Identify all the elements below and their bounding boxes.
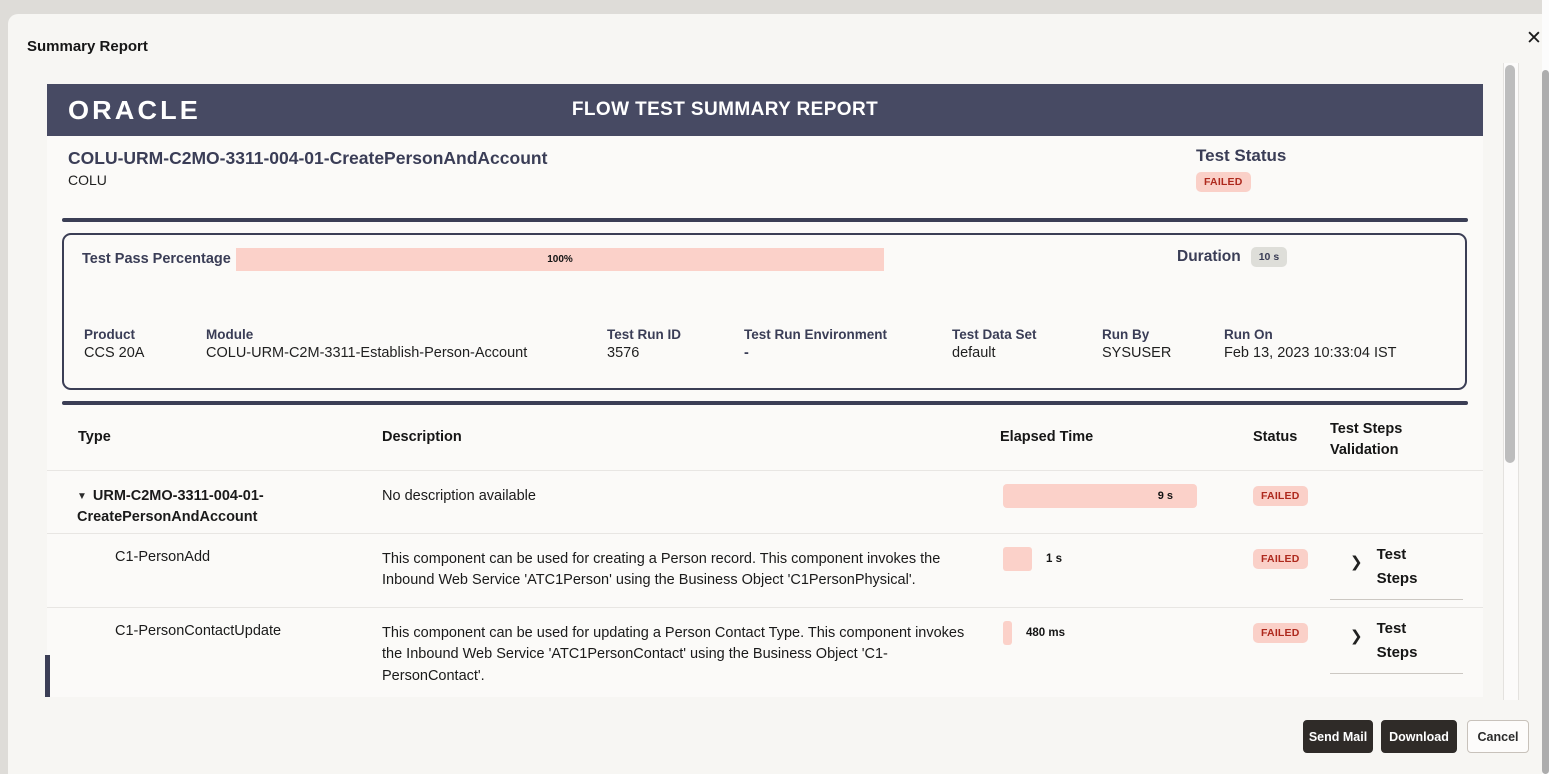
elapsed-time-value: 1 s: [1046, 553, 1062, 565]
row-type: C1-PersonAdd: [115, 549, 211, 565]
row-status: [1253, 623, 1308, 643]
meta-label: Test Data Set: [952, 327, 1037, 342]
elapsed-time-value: 9 s: [1157, 490, 1173, 502]
pass-percentage-value: 100%: [547, 254, 573, 265]
status-badge: FAILED: [1253, 549, 1308, 569]
modal-scrollbar[interactable]: [1503, 63, 1519, 700]
meta-label: Run By: [1102, 327, 1150, 342]
meta-run-by: [1102, 327, 1171, 361]
meta-value: -: [744, 345, 749, 361]
elapsed-time-bar: [1003, 484, 1197, 508]
oracle-logo: ORACLE: [68, 95, 201, 125]
test-status-block: [1196, 146, 1286, 192]
collapse-arrow-icon[interactable]: ▼: [77, 491, 87, 502]
close-icon[interactable]: ✕: [1526, 27, 1542, 49]
test-steps-link[interactable]: [1330, 617, 1463, 674]
table-row: [47, 533, 1483, 607]
row-status: [1253, 486, 1308, 506]
test-group: COLU: [68, 172, 107, 188]
elapsed-time-bar: [1003, 547, 1032, 571]
meta-value: CCS 20A: [84, 345, 145, 361]
meta-label: Run On: [1224, 327, 1273, 342]
table-header-row: [47, 405, 1483, 470]
test-status-label: Test Status: [1196, 146, 1287, 165]
meta-value: Feb 13, 2023 10:33:04 IST: [1224, 345, 1397, 361]
duration-badge: 10 s: [1251, 247, 1287, 267]
column-header-description: Description: [382, 429, 462, 445]
duration-block: [1177, 247, 1287, 267]
modal-title: Summary Report: [27, 38, 148, 55]
column-header-elapsed-time: Elapsed Time: [1000, 429, 1094, 445]
send-mail-button[interactable]: Send Mail: [1303, 720, 1373, 753]
table-row: [47, 607, 1483, 697]
status-badge: FAILED: [1253, 486, 1308, 506]
column-header-test-steps-validation: Test Steps Validation: [1330, 421, 1403, 459]
status-badge: FAILED: [1196, 172, 1251, 192]
meta-product: [84, 327, 144, 361]
scrollbar-thumb[interactable]: [1542, 70, 1549, 774]
meta-test-data-set: [952, 327, 1037, 361]
row-elapsed-time: [1003, 547, 1253, 571]
meta-value: 3576: [607, 345, 640, 361]
pass-percentage-label: Test Pass Percentage: [82, 251, 231, 267]
meta-test-run-environment: [744, 327, 887, 361]
meta-module: [206, 327, 527, 361]
test-name: COLU-URM-C2MO-3311-004-01-CreatePersonAndAccount: [68, 148, 548, 168]
meta-label: Product: [84, 327, 136, 342]
cancel-button[interactable]: Cancel: [1467, 720, 1529, 753]
table-row: [47, 470, 1483, 533]
elapsed-time-bar: [1003, 621, 1012, 645]
row-type-label: URM-C2MO-3311-004-01-CreatePersonAndAccount: [77, 488, 264, 525]
status-badge: FAILED: [1253, 623, 1308, 643]
meta-value: SYSUSER: [1102, 345, 1172, 361]
page-scrollbar[interactable]: [1542, 0, 1549, 774]
summary-box: [62, 233, 1467, 390]
test-steps-link[interactable]: [1330, 543, 1463, 600]
chevron-right-icon[interactable]: ❯: [1350, 628, 1363, 645]
test-steps-label[interactable]: Test Steps: [1376, 620, 1418, 661]
clipped-content-fragment: [45, 655, 50, 697]
report-title: FLOW TEST SUMMARY REPORT: [571, 99, 879, 120]
elapsed-time-value: 480 ms: [1026, 627, 1066, 639]
chevron-right-icon[interactable]: ❯: [1350, 554, 1363, 571]
flow-test-report: [47, 84, 1483, 697]
meta-test-run-id: [607, 327, 681, 361]
download-button[interactable]: Download: [1381, 720, 1457, 753]
meta-label: Test Run ID: [607, 327, 681, 342]
row-type[interactable]: [77, 486, 302, 527]
divider: [62, 218, 1468, 222]
duration-label: Duration: [1177, 248, 1241, 265]
meta-run-on: [1224, 327, 1397, 361]
row-description: This component can be used for updating a Person Contact Type. This component invokes the Inbound Web Service 'ATC1PersonContact' using the Business Object 'C1-PersonContact'.: [382, 625, 965, 684]
summary-report-modal: [8, 14, 1549, 774]
column-header-status: Status: [1253, 429, 1298, 445]
meta-value: default: [952, 345, 996, 361]
column-header-type: Type: [78, 429, 111, 445]
row-elapsed-time: [1003, 484, 1253, 508]
test-steps-label[interactable]: Test Steps: [1376, 546, 1418, 587]
scrollbar-thumb[interactable]: [1505, 65, 1515, 463]
report-header-bar: [47, 84, 1483, 136]
row-description: This component can be used for creating a Person record. This component invokes the Inbound Web Service 'ATC1Person' using the Business Object 'C1PersonPhysical'.: [382, 551, 941, 589]
background-strip: [0, 0, 1549, 14]
meta-label: Module: [206, 327, 254, 342]
row-description: No description available: [382, 488, 536, 504]
pass-percentage-bar: [236, 248, 884, 271]
row-status: [1253, 549, 1308, 569]
row-type: C1-PersonContactUpdate: [115, 623, 282, 639]
meta-label: Test Run Environment: [744, 327, 888, 342]
row-elapsed-time: [1003, 621, 1253, 645]
meta-value: COLU-URM-C2M-3311-Establish-Person-Account: [206, 345, 528, 361]
